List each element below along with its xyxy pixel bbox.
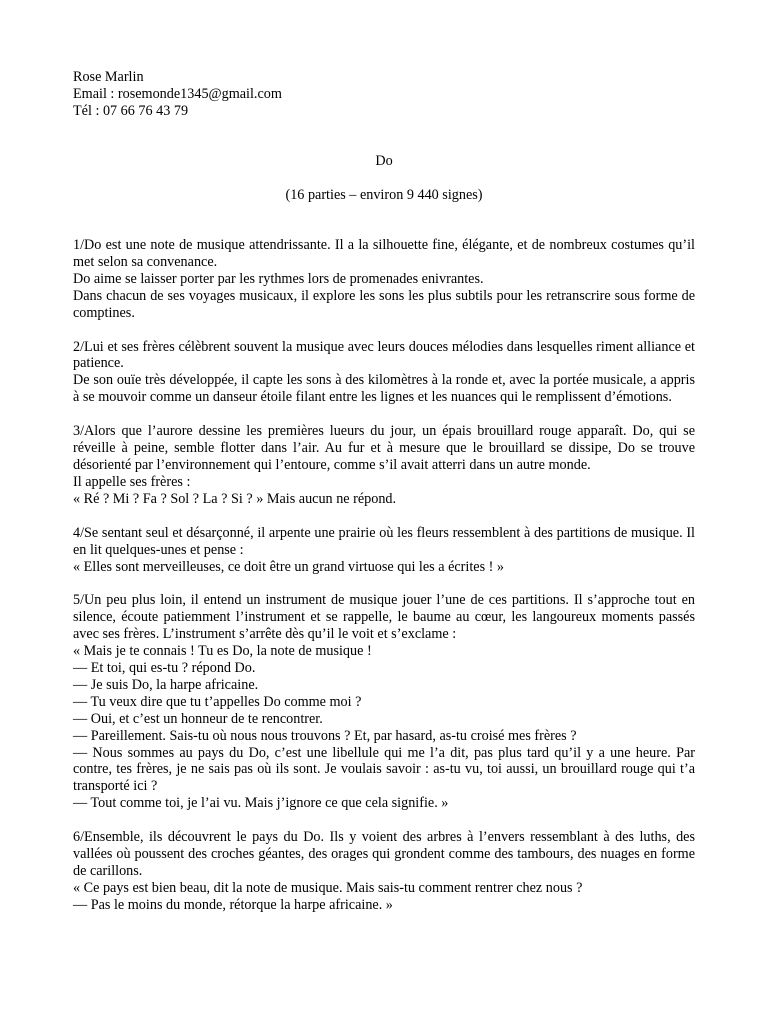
dialogue-line: — Je suis Do, la harpe africaine.: [73, 676, 259, 693]
paragraph-text: 6/Ensemble, ils découvrent le pays du Do. Ils y voient des arbres à l’envers ressemblant à des luths, des vallées où poussent des croches géantes, des orages qui grondent comme des tambours, des nuages en forme de carillons.: [73, 829, 695, 879]
paragraph-text: « Ré ? Mi ? Fa ? Sol ? La ? Si ? » Mais aucun ne répond.: [73, 490, 397, 507]
paragraph-4: [73, 525, 695, 576]
paragraph-5: [73, 592, 695, 812]
paragraph-text: De son ouïe très développée, il capte les sons à des kilomètres à la ronde et, avec la portée musicale, a appris à se mouvoir comme un danseur étoile filant entre les lignes et les nuances qui le remplissent d’émotions.: [73, 372, 695, 406]
paragraph-text: 3/Alors que l’aurore dessine les premières lueurs du jour, un épais brouillard rouge apparaît. Do, qui se réveille à peine, semble flotter dans l’air. Au fur et à mesure que le brouillard se dissipe, Do se trouve désorienté par l’environnement qui l’entoure, comme s’il avait atterri dans un autre monde.: [73, 423, 695, 473]
paragraph-text: 2/Lui et ses frères célèbrent souvent la musique avec leurs douces mélodies dans lesquelles riment alliance et patience.: [73, 338, 695, 372]
dialogue-line: — Et toi, qui es-tu ? répond Do.: [73, 660, 256, 677]
dialogue-line: — Tout comme toi, je l’ai vu. Mais j’ignore ce que cela signifie. »: [73, 795, 449, 812]
dialogue-line: « Mais je te connais ! Tu es Do, la note de musique !: [73, 643, 372, 660]
dialogue-line: — Pareillement. Sais-tu où nous nous trouvons ? Et, par hasard, as-tu croisé mes frères ?: [73, 727, 577, 744]
paragraph-text: « Elles sont merveilleuses, ce doit être un grand virtuose qui les a écrites ! »: [73, 558, 505, 575]
paragraph-3: [73, 423, 695, 508]
dialogue-line: « Ce pays est bien beau, dit la note de musique. Mais sais-tu comment rentrer chez nous ?: [73, 879, 583, 896]
paragraph-text: Dans chacun de ses voyages musicaux, il explore les sons les plus subtils pour les retranscrire sous forme de comptines.: [73, 287, 695, 321]
paragraph-6: [73, 829, 695, 914]
paragraph-2: [73, 339, 695, 407]
author-header: [73, 69, 282, 120]
paragraph-text: 1/Do est une note de musique attendrissante. Il a la silhouette fine, élégante, et de nombreux costumes qu’il met selon sa convenance.: [73, 237, 695, 270]
dialogue-line: — Tu veux dire que tu t’appelles Do comme moi ?: [73, 693, 362, 710]
document-subtitle: (16 parties – environ 9 440 signes): [285, 187, 483, 203]
author-name: Rose Marlin: [73, 69, 144, 85]
paragraph-text: Do aime se laisser porter par les rythmes lors de promenades enivrantes.: [73, 270, 484, 287]
dialogue-line: — Oui, et c’est un honneur de te rencontrer.: [73, 710, 323, 727]
author-phone: Tél : 07 66 76 43 79: [73, 102, 189, 119]
paragraph-1: [73, 237, 695, 322]
author-email: Email : rosemonde1345@gmail.com: [73, 85, 282, 102]
paragraph-text: Il appelle ses frères :: [73, 473, 191, 490]
dialogue-line: — Nous sommes au pays du Do, c’est une libellule qui me l’a dit, pas plus tard qu’il y a une heure. Par contre, tes frères, je ne sais pas où ils sont. Je voulais savoir : as-tu vu, toi aussi, un brouillard rouge qui t’a transporté ici ?: [73, 744, 695, 795]
document-title: Do: [375, 153, 393, 169]
dialogue-line: — Pas le moins du monde, rétorque la harpe africaine. »: [73, 896, 393, 913]
document-body: [73, 237, 695, 931]
paragraph-text: 5/Un peu plus loin, il entend un instrument de musique jouer l’une de ces partitions. Il s’approche tout en silence, écoute patiemment l’instrument et se rappelle, le baume au cœur, les langoureux moments passés avec ses frères. L’instrument s’arrête dès qu’il le voit et s’exclame :: [73, 592, 695, 643]
paragraph-text: 4/Se sentant seul et désarçonné, il arpente une prairie où les fleurs ressemblent à des partitions de musique. Il en lit quelques-unes et pense :: [73, 524, 695, 558]
